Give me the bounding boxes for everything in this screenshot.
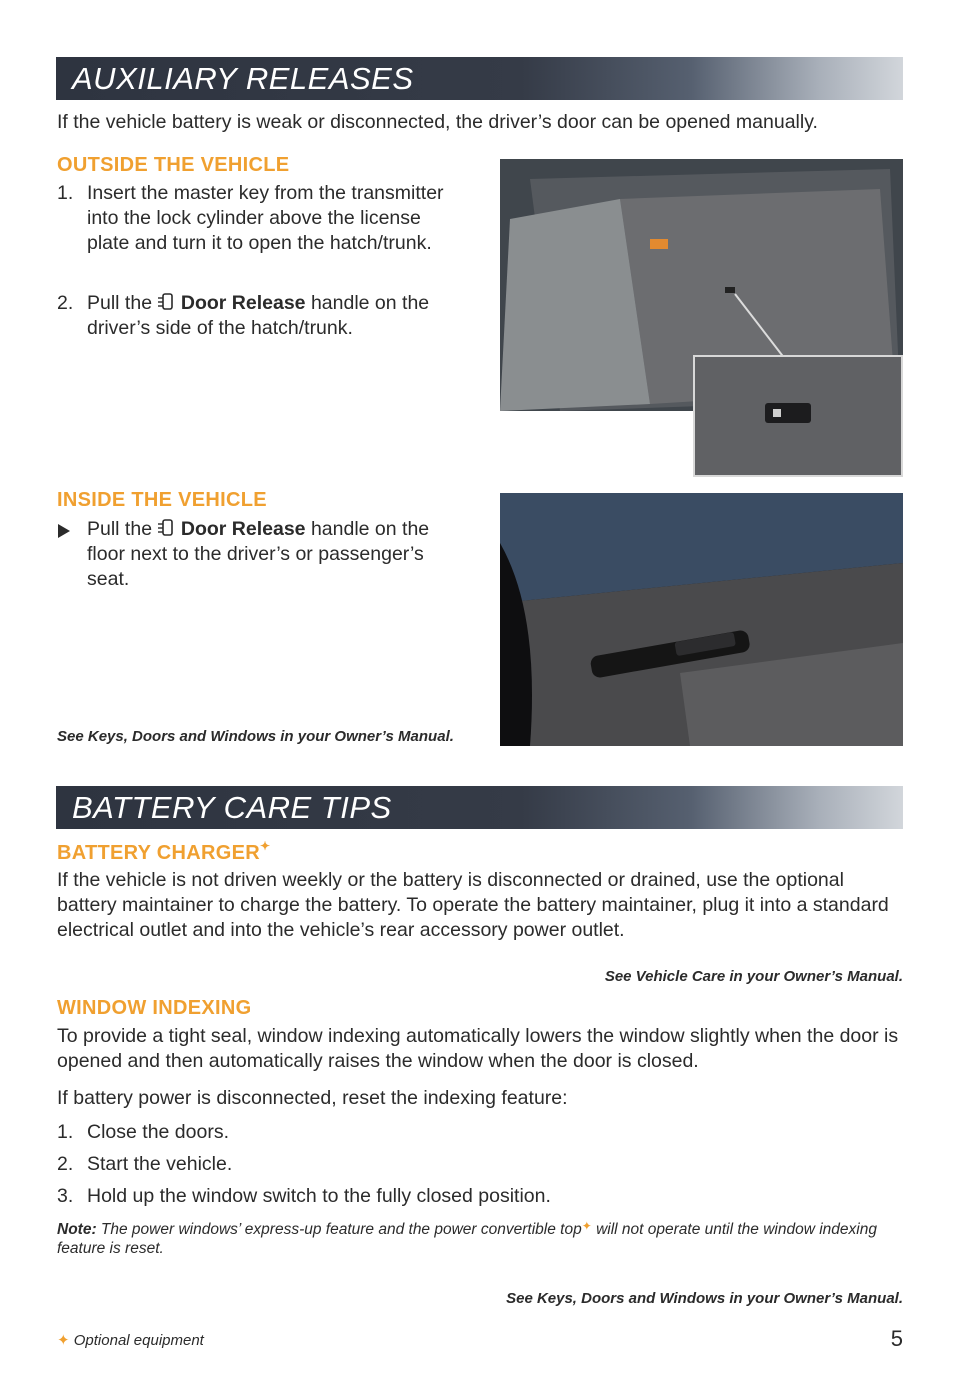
closeup-illustration	[695, 357, 901, 475]
floor-illustration	[500, 493, 903, 746]
note-label: Note:	[57, 1221, 97, 1238]
reset-step	[57, 1120, 907, 1145]
section-banner-battery	[56, 786, 903, 829]
aux-reference: See Keys, Doors and Windows in your Owner’s Manual.	[57, 728, 454, 745]
step-text: handle on the driver’s side of the hatch/trunk.	[87, 292, 430, 339]
door-release-label: Door Release	[180, 292, 306, 314]
step-text: Pull the	[87, 292, 153, 314]
instruction-text: handle on the floor next to the driver’s or passenger’s seat.	[87, 518, 430, 590]
door-release-icon	[157, 518, 175, 538]
aux-intro-text: If the vehicle battery is weak or disconnected, the driver’s door can be opened manually.	[57, 111, 818, 133]
heading-text: BATTERY CHARGER	[57, 842, 261, 864]
battery-charger-text: If the vehicle is not driven weekly or the battery is disconnected or drained, use the optional battery maintainer to charge the battery. To operate the battery maintainer, plug it into a standard electrical outlet and into the vehicle’s rear accessory power outlet.	[57, 869, 889, 941]
outside-heading: OUTSIDE THE VEHICLE	[57, 154, 290, 176]
page-number: 5	[890, 1326, 903, 1351]
step-text: Hold up the window switch to the fully closed position.	[87, 1185, 551, 1207]
optional-equipment-icon: ✦	[581, 1219, 592, 1233]
section-title: BATTERY CARE TIPS	[72, 790, 392, 825]
step-number: 2.	[57, 292, 74, 314]
section-title: AUXILIARY RELEASES	[72, 61, 414, 96]
triangle-bullet-icon	[57, 523, 71, 539]
legend-text: Optional equipment	[73, 1332, 204, 1349]
outside-step-2	[57, 291, 457, 341]
charger-reference: See Vehicle Care in your Owner’s Manual.	[604, 968, 903, 985]
outside-step-1	[57, 181, 457, 256]
window-indexing-text: To provide a tight seal, window indexing automatically lowers the window slightly when the door is opened and then automatically raises the window when the door is closed.	[57, 1025, 899, 1072]
window-reference: See Keys, Doors and Windows in your Owner’s Manual.	[506, 1290, 903, 1307]
step-text: Close the doors.	[87, 1121, 229, 1143]
floor-release-photo	[500, 493, 903, 746]
step-number: 2.	[57, 1153, 74, 1175]
inside-instruction	[57, 517, 457, 592]
reset-step	[57, 1152, 907, 1177]
window-indexing-heading: WINDOW INDEXING	[57, 997, 252, 1019]
step-text: Insert the master key from the transmitter into the lock cylinder above the license plate and turn it to open the hatch/trunk.	[87, 182, 444, 254]
reset-step	[57, 1184, 907, 1209]
reset-intro-text: If battery power is disconnected, reset the indexing feature:	[57, 1087, 568, 1109]
section-banner-auxiliary	[56, 57, 903, 100]
note-text: will not operate until the window indexing feature is reset.	[57, 1221, 877, 1257]
step-number: 3.	[57, 1185, 74, 1207]
step-text: Start the vehicle.	[87, 1153, 233, 1175]
step-number: 1.	[57, 182, 74, 204]
inside-heading: INSIDE THE VEHICLE	[57, 489, 267, 511]
step-number: 1.	[57, 1121, 74, 1143]
door-release-icon	[157, 292, 175, 312]
battery-charger-heading	[57, 839, 271, 865]
optional-equipment-legend	[57, 1331, 204, 1349]
optional-equipment-icon: ✦	[260, 839, 271, 853]
door-release-label: Door Release	[180, 518, 306, 540]
door-release-closeup-photo	[693, 355, 903, 477]
optional-equipment-icon: ✦	[57, 1332, 70, 1349]
note-text: The power windows’ express-up feature and the power convertible top	[100, 1221, 582, 1238]
note	[57, 1220, 907, 1258]
instruction-text: Pull the	[87, 518, 153, 540]
